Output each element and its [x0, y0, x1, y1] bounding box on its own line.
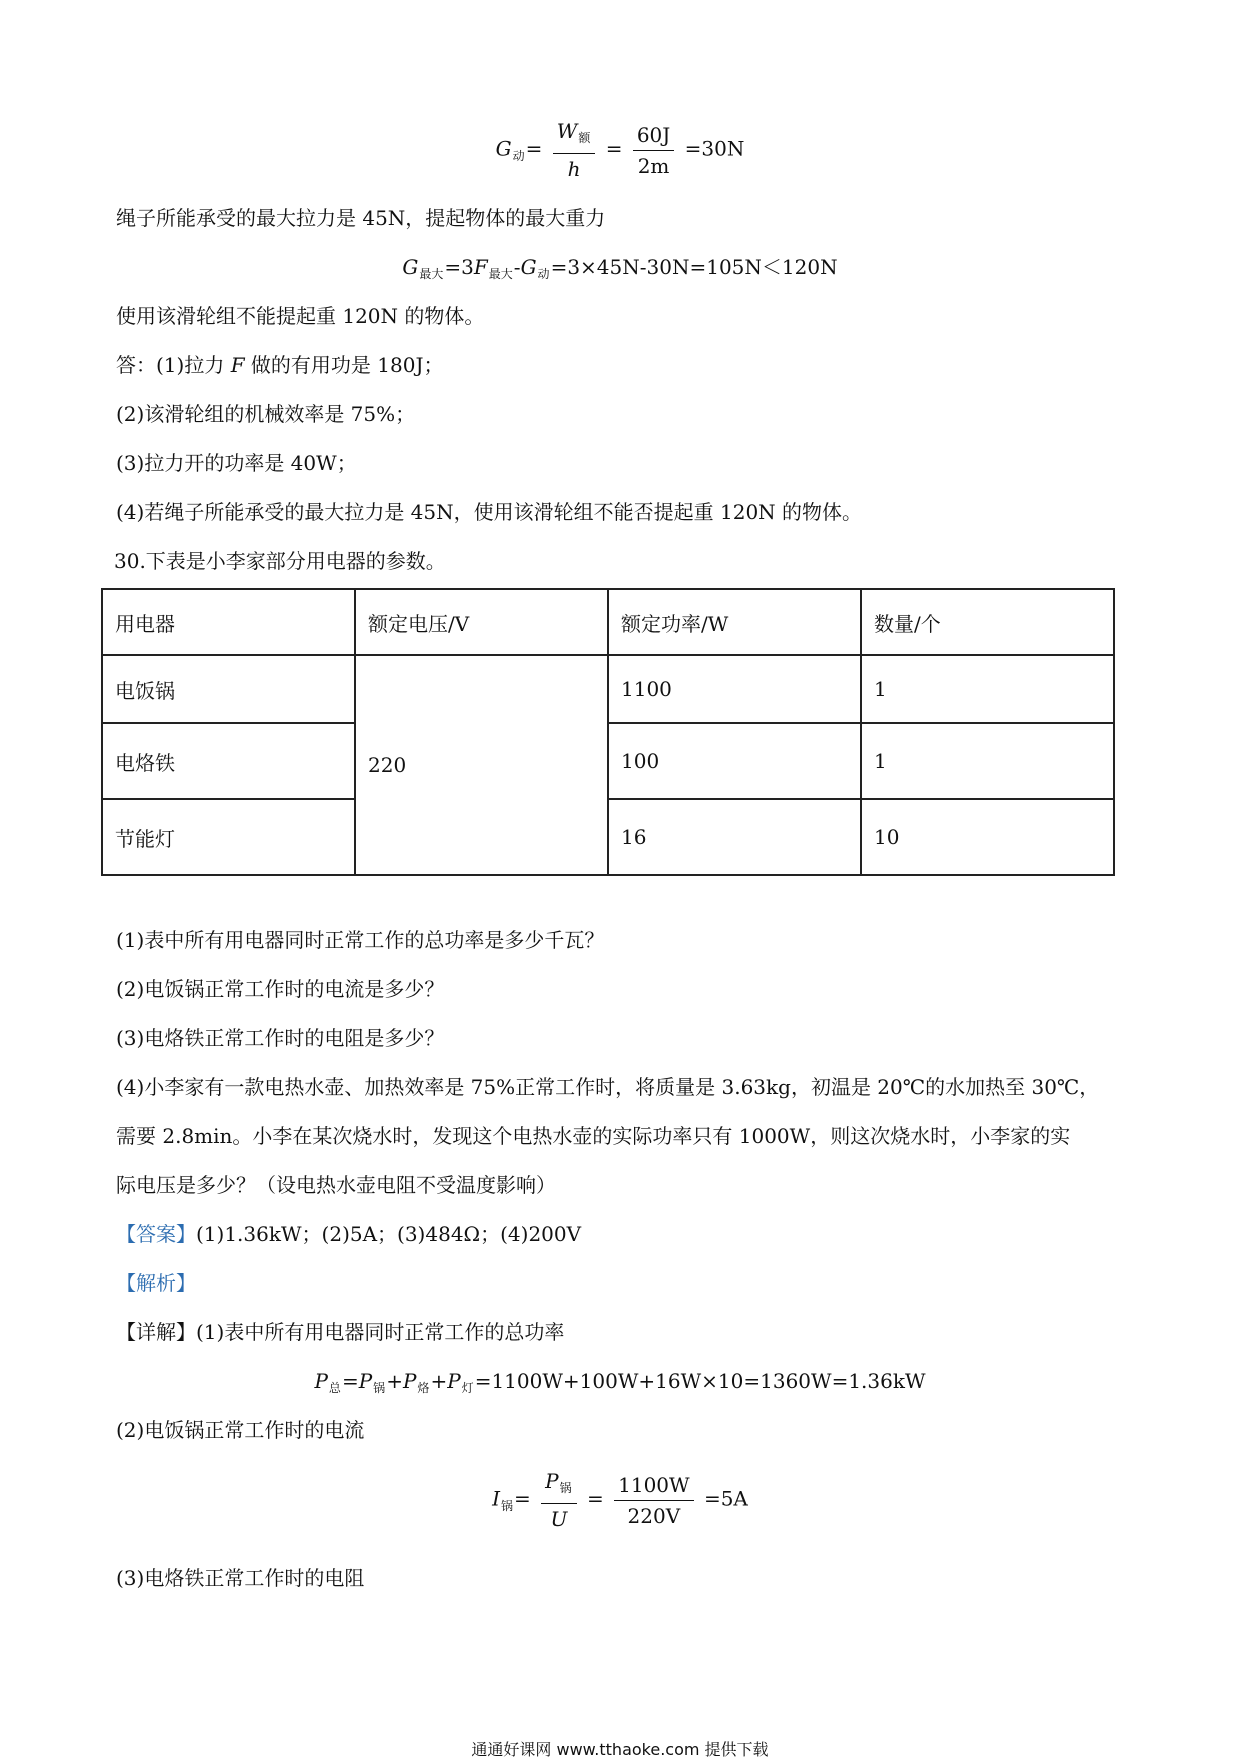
- question-1: (1)表中所有用电器同时正常工作的总功率是多少千瓦？: [116, 928, 605, 952]
- answer-var: F: [230, 353, 245, 377]
- formula-var: G: [402, 255, 419, 279]
- answer-summary-text: (1)1.36kW；(2)5A；(3)484Ω；(4)200V: [196, 1222, 582, 1246]
- question-4-line-3: 际电压是多少？（设电热水壶电阻不受温度影响）: [116, 1173, 556, 1197]
- fraction-values: [614, 1472, 693, 1529]
- formula-sub: 动: [512, 148, 525, 163]
- formula-text: =3: [444, 255, 474, 279]
- answer-line-4: (4)若绳子所能承受的最大拉力是 45N，使用该滑轮组不能否提起重 120N 的物体。: [116, 500, 863, 524]
- table-header-cell: 额定电压/V: [355, 589, 608, 655]
- table-cell-count: 10: [861, 799, 1114, 875]
- formula-i: [0, 1468, 1240, 1532]
- frac-num-var: W: [556, 119, 578, 143]
- formula-var: P: [314, 1369, 328, 1393]
- detail-intro: [116, 1318, 564, 1346]
- table-cell-name: 电饭锅: [102, 655, 355, 723]
- analysis-tag: 【解析】: [116, 1271, 196, 1295]
- formula-text: =3×45N-30N=105N＜120N: [550, 255, 838, 279]
- answer-line-2: (2)该滑轮组的机械效率是 75%；: [116, 402, 416, 426]
- frac-den-var: h: [567, 157, 581, 181]
- answer-line-3: (3)拉力开的功率是 40W；: [116, 451, 357, 475]
- detail-tag: 【详解】: [116, 1320, 196, 1344]
- formula-result: =5A: [703, 1486, 748, 1511]
- formula-var: F: [473, 255, 488, 279]
- analysis-heading: [116, 1269, 196, 1297]
- answer-text: 答：(1)拉力: [116, 353, 231, 377]
- frac-num-sub: 锅: [559, 1481, 572, 1495]
- formula-sub: 锅: [373, 1381, 386, 1395]
- frac-num-value: 1100W: [614, 1472, 693, 1501]
- table-row: [102, 655, 1114, 723]
- table-cell-voltage: 220: [355, 655, 608, 875]
- formula-var: P: [447, 1369, 461, 1393]
- answer-tag: 【答案】: [116, 1222, 196, 1246]
- paragraph-max-pull: 绳子所能承受的最大拉力是 45N，提起物体的最大重力: [116, 206, 606, 230]
- formula-text: -: [513, 255, 521, 279]
- formula-var: I: [492, 1486, 501, 1511]
- frac-den-value: 220V: [627, 1503, 681, 1528]
- formula-sub: 锅: [501, 1498, 514, 1513]
- frac-num-value: 60J: [633, 122, 674, 151]
- formula-eq2: =: [587, 1486, 604, 1511]
- table-row: [102, 723, 1114, 799]
- formula-var: G: [495, 136, 512, 161]
- frac-num-sub: 额: [578, 131, 591, 145]
- table-cell-count: 1: [861, 723, 1114, 799]
- answer-summary: [116, 1220, 581, 1248]
- table-header-row: [102, 589, 1114, 655]
- question-3: (3)电烙铁正常工作时的电阻是多少？: [116, 1026, 445, 1050]
- formula-sub: 烙: [417, 1381, 430, 1395]
- table-row: [102, 799, 1114, 875]
- question-4-line-1: (4)小李家有一款电热水壶、加热效率是 75%正常工作时，将质量是 3.63kg，初温是 20℃的水加热至 30℃，: [116, 1075, 1100, 1099]
- table-cell-name: 节能灯: [102, 799, 355, 875]
- formula-sub: 动: [537, 267, 550, 281]
- detail-q2: (2)电饭锅正常工作时的电流: [116, 1418, 365, 1442]
- table-header-cell: 用电器: [102, 589, 355, 655]
- formula-text: +: [430, 1369, 448, 1393]
- frac-den-value: 2m: [637, 153, 670, 178]
- formula-var: P: [358, 1369, 373, 1393]
- table-header-cell: 额定功率/W: [608, 589, 861, 655]
- formula-var: G: [520, 255, 537, 279]
- frac-num-var: P: [545, 1469, 559, 1493]
- formula-result: =30N: [684, 136, 745, 161]
- fraction-values: [633, 122, 674, 179]
- formula-sub: 总: [328, 1381, 341, 1395]
- formula-text: +: [386, 1369, 403, 1393]
- formula-p-total: [0, 1367, 1240, 1402]
- formula-eq2: =: [605, 136, 623, 161]
- formula-var: P: [402, 1369, 417, 1393]
- footer-watermark: 通通好课网 www.tthaoke.com 提供下载: [471, 1740, 769, 1759]
- fraction-p-over-u: [541, 1468, 576, 1532]
- table-header-cell: 数量/个: [861, 589, 1114, 655]
- detail-q3: (3)电烙铁正常工作时的电阻: [116, 1566, 365, 1590]
- formula-sub: 最大: [419, 267, 444, 281]
- fraction-w-over-h: [553, 118, 596, 182]
- table-cell-name: 电烙铁: [102, 723, 355, 799]
- question-30-title: 30.下表是小李家部分用电器的参数。: [114, 549, 446, 573]
- formula-sub: 最大: [488, 267, 513, 281]
- formula-text: =: [341, 1369, 359, 1393]
- formula-eq: =: [514, 1486, 531, 1511]
- formula-eq: =: [525, 136, 543, 161]
- table-cell-power: 100: [608, 723, 861, 799]
- formula-text: =1100W+100W+16W×10=1360W=1.36kW: [474, 1369, 926, 1393]
- formula-sub: 灯: [461, 1381, 474, 1395]
- table-cell-power: 16: [608, 799, 861, 875]
- formula-g-max: [0, 253, 1240, 288]
- table-cell-count: 1: [861, 655, 1114, 723]
- table-cell-power: 1100: [608, 655, 861, 723]
- answer-line-1: [116, 351, 443, 379]
- paragraph-conclusion: 使用该滑轮组不能提起重 120N 的物体。: [116, 304, 485, 328]
- question-4-line-2: 需要 2.8min。小李在某次烧水时，发现这个电热水壶的实际功率只有 1000W，则这次烧水时，小李家的实: [116, 1124, 1071, 1148]
- question-2: (2)电饭锅正常工作时的电流是多少？: [116, 977, 445, 1001]
- formula-g-dong: [0, 118, 1240, 182]
- appliance-table: [101, 588, 1115, 876]
- detail-text: (1)表中所有用电器同时正常工作的总功率: [196, 1320, 565, 1344]
- answer-text: 做的有用功是 180J；: [244, 353, 444, 377]
- frac-den-var: U: [550, 1507, 568, 1531]
